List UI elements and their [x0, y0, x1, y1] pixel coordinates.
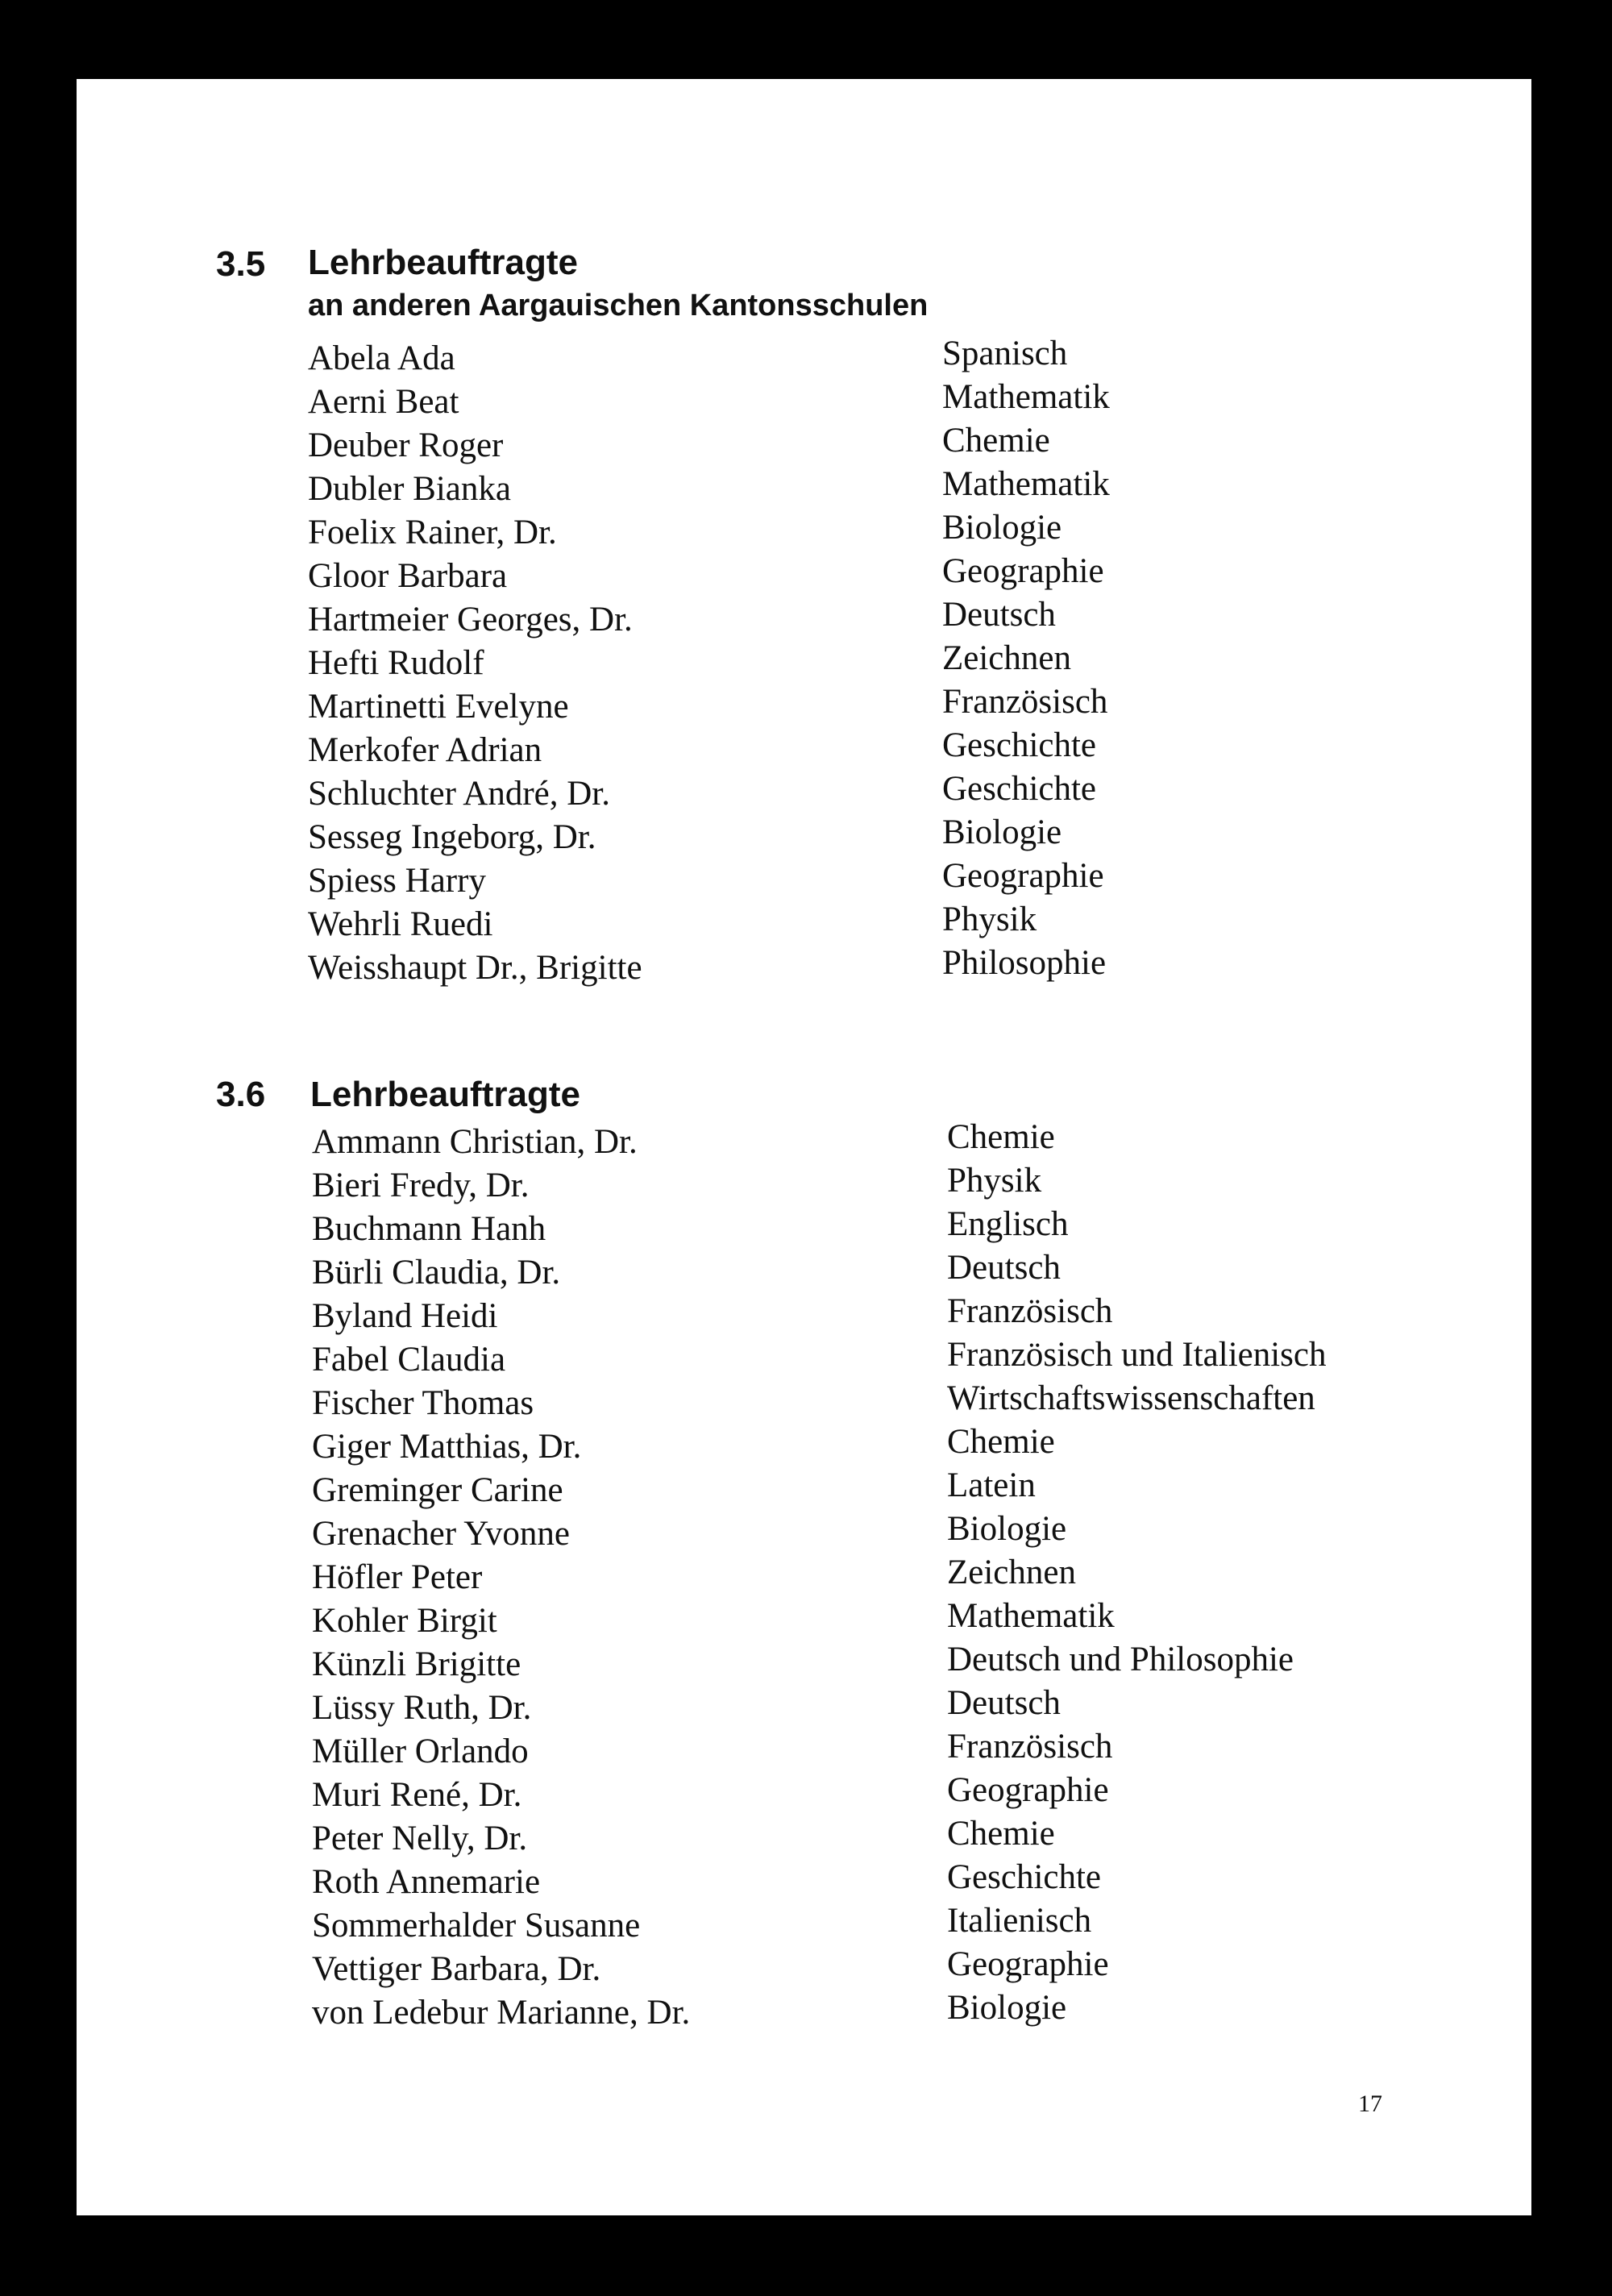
subject: Biologie	[947, 1989, 1067, 2027]
teacher-name: Greminger Carine	[312, 1471, 563, 1509]
teacher-name: Foelix Rainer, Dr.	[308, 514, 557, 551]
list-item	[312, 1771, 1521, 1819]
subject: Latein	[947, 1466, 1036, 1504]
list-item	[312, 1423, 1521, 1470]
list-item	[312, 1858, 1521, 1906]
subject: Geschichte	[947, 1858, 1102, 1896]
page-number: 17	[1358, 2090, 1382, 2117]
subject: Zeichnen	[947, 1554, 1076, 1591]
list-item	[312, 1815, 1521, 1862]
teacher-name: Deuber Roger	[308, 426, 504, 464]
subject: Mathematik	[942, 465, 1110, 503]
teacher-name: Dubler Bianka	[308, 470, 511, 508]
teacher-name: Buchmann Hanh	[312, 1210, 546, 1248]
section-number: 3.6	[216, 1075, 266, 1114]
teacher-name: Vettiger Barbara, Dr.	[312, 1950, 601, 1988]
teacher-name: Grenacher Yvonne	[312, 1515, 571, 1553]
teacher-name: Wehrli Ruedi	[308, 905, 493, 943]
subject: Französisch und Italienisch	[947, 1336, 1327, 1374]
subject: Deutsch und Philosophie	[947, 1641, 1294, 1678]
subject: Chemie	[947, 1423, 1055, 1461]
subject: Italienisch	[947, 1902, 1092, 1940]
section-number: 3.5	[216, 244, 266, 284]
list-item	[312, 1118, 1521, 1166]
document-page	[77, 79, 1531, 2215]
teacher-name: Hartmeier Georges, Dr.	[308, 601, 633, 638]
section-subtitle: an anderen Aargauischen Kantonsschulen	[308, 289, 929, 322]
teacher-name: von Ledebur Marianne, Dr.	[312, 1994, 691, 2032]
list-item	[312, 1336, 1521, 1383]
list-item	[312, 1902, 1521, 1949]
subject: Mathematik	[942, 378, 1110, 416]
subject: Physik	[947, 1162, 1042, 1200]
subject: Deutsch	[947, 1249, 1061, 1287]
subject: Chemie	[942, 422, 1050, 460]
subject: Chemie	[947, 1815, 1055, 1853]
list-item	[312, 1379, 1521, 1427]
list-item	[312, 1945, 1521, 1993]
teacher-name: Giger Matthias, Dr.	[312, 1428, 582, 1466]
list-item	[312, 1684, 1521, 1732]
list-item	[312, 1989, 1521, 2036]
teacher-name: Bürli Claudia, Dr.	[312, 1254, 561, 1292]
teacher-name: Spiess Harry	[308, 862, 486, 900]
list-item	[312, 1249, 1521, 1296]
list-item	[312, 1292, 1521, 1340]
teacher-name: Weisshaupt Dr., Brigitte	[308, 949, 642, 987]
subject: Französisch	[942, 683, 1108, 721]
list-item	[312, 1510, 1521, 1558]
teacher-name: Künzli Brigitte	[312, 1645, 521, 1683]
teacher-name: Fabel Claudia	[312, 1341, 506, 1379]
teacher-name: Bieri Fredy, Dr.	[312, 1167, 530, 1204]
teacher-name: Kohler Birgit	[312, 1602, 497, 1640]
subject: Wirtschaftswissenschaften	[947, 1379, 1315, 1417]
subject: Mathematik	[947, 1597, 1115, 1635]
teacher-name: Gloor Barbara	[308, 557, 508, 595]
teacher-name: Sommerhalder Susanne	[312, 1907, 641, 1945]
subject: Biologie	[947, 1510, 1067, 1548]
teacher-name: Höfler Peter	[312, 1558, 483, 1596]
teacher-name: Hefti Rudolf	[308, 644, 484, 682]
subject: Chemie	[947, 1118, 1055, 1156]
subject: Geographie	[947, 1771, 1109, 1809]
subject: Physik	[942, 901, 1037, 938]
subject: Geographie	[942, 552, 1104, 590]
teacher-name: Lüssy Ruth, Dr.	[312, 1689, 532, 1727]
subject: Zeichnen	[942, 639, 1071, 677]
subject: Philosophie	[942, 944, 1107, 982]
list-item	[312, 1641, 1521, 1688]
section-title: Lehrbeauftragte	[310, 1075, 580, 1114]
list-item	[312, 1597, 1521, 1645]
teacher-name: Abela Ada	[308, 339, 455, 377]
teacher-name: Fischer Thomas	[312, 1384, 534, 1422]
teacher-name: Ammann Christian, Dr.	[312, 1123, 638, 1161]
teacher-name: Merkofer Adrian	[308, 731, 542, 769]
list-item	[312, 1554, 1521, 1601]
subject: Geographie	[947, 1945, 1109, 1983]
subject: Französisch	[947, 1728, 1113, 1766]
teacher-name: Sesseg Ingeborg, Dr.	[308, 818, 596, 856]
subject: Geographie	[942, 857, 1104, 895]
list-item	[312, 1162, 1521, 1209]
list-item	[312, 1466, 1521, 1514]
teacher-name: Byland Heidi	[312, 1297, 498, 1335]
teacher-name: Roth Annemarie	[312, 1863, 541, 1901]
list-item	[312, 1205, 1521, 1253]
list-item	[312, 1728, 1521, 1775]
subject: Geschichte	[942, 726, 1097, 764]
teacher-name: Martinetti Evelyne	[308, 688, 569, 726]
teacher-name: Muri René, Dr.	[312, 1776, 522, 1814]
entry-list	[312, 1118, 1521, 2036]
teacher-name: Aerni Beat	[308, 383, 459, 421]
teacher-name: Schluchter André, Dr.	[308, 775, 610, 813]
subject: Deutsch	[942, 596, 1056, 634]
subject: Geschichte	[942, 770, 1097, 808]
subject: Französisch	[947, 1292, 1113, 1330]
subject: Biologie	[942, 813, 1062, 851]
teacher-name: Müller Orlando	[312, 1732, 529, 1770]
subject: Deutsch	[947, 1684, 1061, 1722]
subject: Spanisch	[942, 335, 1068, 372]
teacher-name: Peter Nelly, Dr.	[312, 1820, 528, 1857]
subject: Biologie	[942, 509, 1062, 547]
section-3-6	[77, 79, 1531, 2215]
section-title: Lehrbeauftragte	[308, 243, 578, 282]
subject: Englisch	[947, 1205, 1069, 1243]
